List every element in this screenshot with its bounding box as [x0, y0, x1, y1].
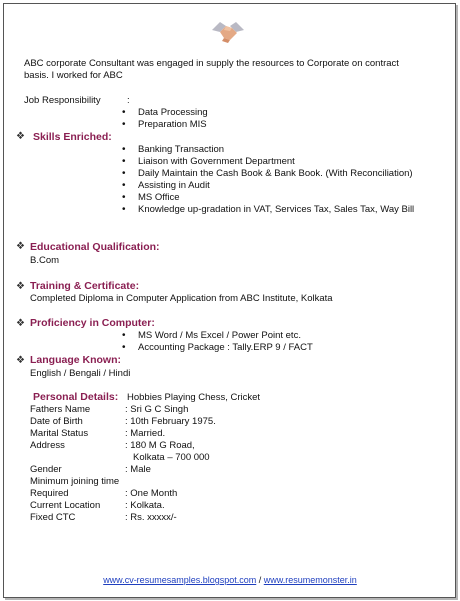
diamond-bullet-icon: ❖	[16, 318, 25, 329]
diamond-bullet-icon: ❖	[16, 131, 25, 142]
row-value: : Sri G C Singh	[125, 404, 189, 415]
row-label: Gender	[30, 464, 62, 475]
row-label: Current Location	[30, 500, 101, 511]
list-item: • Liaison with Government Department	[122, 156, 413, 168]
language-heading: Language Known:	[30, 354, 121, 366]
list-item: • Daily Maintain the Cash Book & Bank Book. (With Reconciliation)	[122, 168, 413, 180]
footer-link-resumemonster[interactable]: www.resumemonster.in	[263, 575, 357, 585]
row-label: Address	[30, 440, 65, 451]
footer-link-blogspot[interactable]: www.cv-resumesamples.blogspot.com	[103, 575, 257, 585]
proficiency-heading: Proficiency in Computer:	[30, 317, 155, 329]
row-value: Kolkata – 700 000	[133, 452, 210, 463]
diamond-bullet-icon: ❖	[16, 281, 25, 292]
list-item: • Accounting Package : Tally.ERP 9 / FACT	[122, 342, 313, 354]
row-value: : Kolkata.	[125, 500, 165, 511]
row-label: Date of Birth	[30, 416, 83, 427]
list-item: • Preparation MIS	[122, 119, 208, 131]
list-item: • MS Office	[122, 192, 413, 204]
diamond-bullet-icon: ❖	[16, 241, 25, 252]
row-label: Minimum joining time	[30, 476, 120, 487]
row-value: : Married.	[125, 428, 166, 439]
list-item: • Banking Transaction	[122, 144, 413, 156]
list-item: • MS Word / Ms Excel / Power Point etc.	[122, 330, 313, 342]
education-heading: Educational Qualification:	[30, 241, 160, 253]
row-value: : 10th February 1975.	[125, 416, 216, 427]
training-heading: Training & Certificate:	[30, 280, 140, 292]
job-responsibility-colon: :	[127, 95, 130, 106]
list-item: • Knowledge up-gradation in VAT, Services Tax, Sales Tax, Way Bill	[122, 204, 400, 216]
personal-details-heading: Personal Details:	[33, 391, 119, 403]
proficiency-list	[122, 330, 313, 354]
hobbies-text: Hobbies Playing Chess, Cricket	[127, 392, 261, 403]
footer-separator: /	[256, 575, 264, 585]
handshake-icon	[210, 16, 246, 46]
skills-list	[122, 144, 413, 216]
skills-heading: Skills Enriched:	[33, 131, 112, 143]
row-value: : One Month	[125, 488, 178, 499]
row-label: Required	[30, 488, 69, 499]
education-value: B.Com	[30, 255, 60, 266]
job-responsibility-label: Job Responsibility	[24, 95, 101, 106]
language-value: English / Bengali / Hindi	[30, 368, 131, 379]
row-label: Fathers Name	[30, 404, 91, 415]
row-label: Marital Status	[30, 428, 89, 439]
row-label: Fixed CTC	[30, 512, 76, 523]
intro-paragraph: ABC corporate Consultant was engaged in supply the resources to Corporate on contract basis. I worked for ABC	[24, 58, 399, 81]
row-value: : Rs. xxxxx/-	[125, 512, 177, 523]
diamond-bullet-icon: ❖	[16, 355, 25, 366]
row-value: : Male	[125, 464, 151, 475]
job-responsibility-list	[122, 107, 208, 131]
row-value: : 180 M G Road,	[125, 440, 195, 451]
training-value: Completed Diploma in Computer Application from ABC Institute, Kolkata	[30, 293, 333, 304]
list-item: • Data Processing	[122, 107, 208, 119]
footer	[0, 575, 460, 585]
list-item: • Assisting in Audit	[122, 180, 413, 192]
